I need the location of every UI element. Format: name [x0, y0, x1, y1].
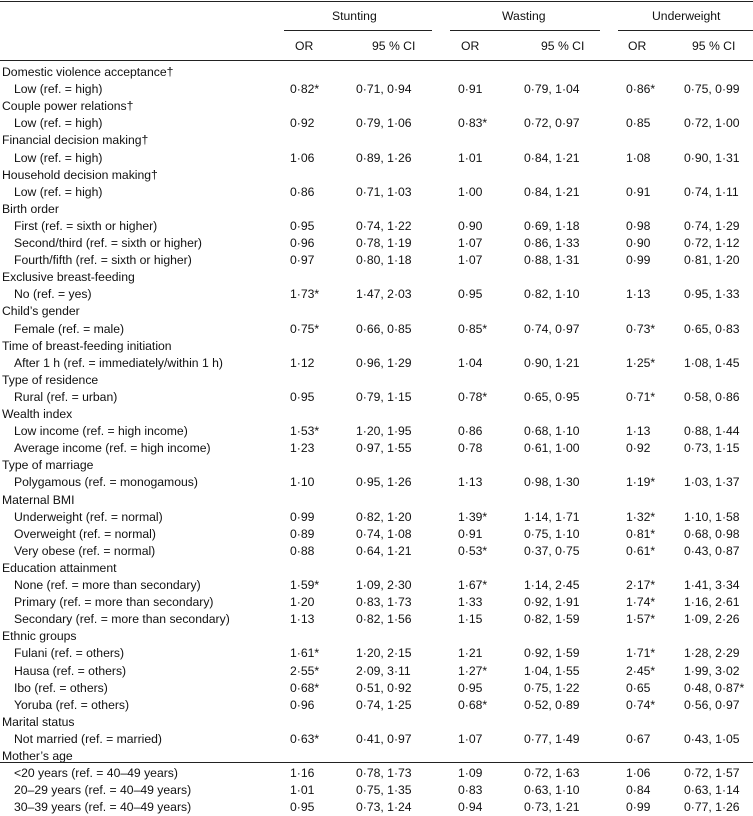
or-value: 0·78*	[458, 389, 488, 404]
or-value: 1·71*	[626, 646, 656, 661]
or-value: 1·07	[458, 253, 483, 268]
or-value: 0·61*	[626, 543, 656, 558]
or-value: 1·53*	[290, 424, 320, 439]
table-row	[0, 423, 753, 440]
group-heading-row	[0, 714, 753, 731]
or-value: 1·74*	[626, 595, 656, 610]
or-value: 1·10	[290, 475, 315, 490]
row-label: After 1 h (ref. = immediately/within 1 h)	[14, 355, 223, 370]
or-value: 1·08	[626, 150, 651, 165]
or-value: 1·33	[458, 595, 483, 610]
or-value: 1·00	[458, 184, 483, 199]
ci-value: 1·14, 2·45	[524, 578, 580, 592]
or-value: 0·95	[458, 680, 483, 695]
table-row	[0, 765, 753, 782]
ci-value: 0·72, 1·00	[684, 116, 740, 131]
row-label: Low (ref. = high)	[14, 150, 103, 165]
table-row	[0, 799, 753, 816]
header-ci-stunting: 95 % CI	[372, 39, 416, 53]
or-value: 1·07	[458, 236, 483, 250]
or-value: 1·73*	[290, 287, 320, 302]
row-label: Yoruba (ref. = others)	[14, 697, 130, 712]
or-value: 0·83*	[458, 116, 488, 131]
ci-value: 0·79, 1·06	[356, 116, 412, 131]
ci-value: 0·43, 0·87	[684, 543, 740, 558]
row-label: Average income (ref. = high income)	[14, 441, 211, 456]
header-stunting: Stunting	[332, 9, 377, 23]
ci-value: 1·16, 2·61	[684, 595, 740, 610]
ci-value: 0·41, 0·97	[356, 731, 412, 746]
group-heading-row	[0, 201, 753, 218]
table-row	[0, 474, 753, 491]
group-heading-row	[0, 64, 753, 81]
header-or-underweight: OR	[628, 39, 647, 53]
group-label: Household decision making†	[2, 167, 158, 182]
ci-value: 0·43, 1·05	[684, 731, 740, 746]
group-label: Domestic violence acceptance†	[2, 65, 174, 79]
or-value: 0·99	[626, 800, 651, 815]
table-row	[0, 252, 753, 269]
row-label: Low (ref. = high)	[14, 116, 103, 131]
group-heading-row	[0, 406, 753, 423]
group-heading-row	[0, 457, 753, 474]
ci-value: 1·09, 2·30	[356, 578, 412, 592]
table-row	[0, 218, 753, 235]
row-label: No (ref. = yes)	[14, 287, 92, 302]
ci-value: 0·84, 1·21	[524, 184, 580, 199]
ci-value: 0·77, 1·49	[524, 731, 580, 746]
ci-value: 0·75, 1·10	[524, 526, 580, 541]
ci-value: 0·88, 1·31	[524, 253, 580, 268]
table-row	[0, 697, 753, 714]
group-label: Ethnic groups	[2, 629, 77, 644]
row-label: Ibo (ref. = others)	[14, 680, 108, 695]
table-row	[0, 81, 753, 98]
or-value: 0·98	[626, 218, 651, 233]
or-value: 1·39*	[458, 509, 488, 524]
group-heading-row	[0, 303, 753, 320]
group-label: Birth order	[2, 201, 59, 216]
or-value: 0·90	[626, 236, 651, 250]
or-value: 1·12	[290, 355, 315, 370]
row-label: Not married (ref. = married)	[14, 731, 162, 746]
group-label: Couple power relations†	[2, 99, 134, 114]
ci-value: 0·72, 1·57	[684, 766, 740, 781]
or-value: 0·74*	[626, 697, 656, 712]
group-label: Financial decision making†	[2, 133, 149, 148]
header-or-wasting: OR	[461, 39, 480, 53]
or-value: 0·68*	[290, 680, 320, 695]
ci-value: 1·99, 3·02	[684, 663, 740, 678]
ci-value: 0·48, 0·87*	[684, 680, 745, 695]
or-value: 1·27*	[458, 663, 488, 678]
or-value: 0·71*	[626, 389, 656, 404]
row-label: 20–29 years (ref. = 40–49 years)	[14, 783, 192, 798]
or-value: 0·68*	[458, 697, 488, 712]
or-value: 0·92	[626, 441, 651, 456]
ci-value: 1·14, 1·71	[524, 509, 580, 524]
group-heading-row	[0, 167, 753, 184]
header-ci-wasting: 95 % CI	[541, 39, 585, 53]
ci-value: 0·63, 1·14	[684, 783, 740, 798]
or-value: 1·13	[626, 287, 651, 302]
table-row	[0, 526, 753, 543]
group-heading-row	[0, 132, 753, 149]
group-heading-row	[0, 492, 753, 509]
row-label: Underweight (ref. = normal)	[14, 509, 163, 524]
table-bottom-rule	[0, 762, 753, 763]
ci-value: 0·82, 1·59	[524, 612, 580, 627]
group-label: Maternal BMI	[2, 492, 75, 507]
row-label: Fulani (ref. = others)	[14, 646, 125, 661]
group-heading-row	[0, 269, 753, 286]
or-value: 1·13	[458, 475, 483, 490]
ci-value: 0·88, 1·44	[684, 424, 740, 439]
row-label: Low (ref. = high)	[14, 184, 103, 199]
group-heading-row	[0, 372, 753, 389]
row-label: Hausa (ref. = others)	[14, 663, 127, 678]
group-label: Education attainment	[2, 560, 117, 575]
row-label: Low income (ref. = high income)	[14, 424, 188, 439]
or-value: 0·97	[290, 253, 315, 268]
or-value: 1·57*	[626, 612, 656, 627]
ci-value: 1·20, 1·95	[356, 424, 412, 439]
or-value: 0·91	[458, 526, 483, 541]
table-row	[0, 680, 753, 697]
or-value: 0·75*	[290, 321, 320, 336]
or-value: 0·95	[458, 287, 483, 302]
row-label: Polygamous (ref. = monogamous)	[14, 475, 198, 490]
ci-value: 1·04, 1·55	[524, 663, 580, 678]
table-row	[0, 663, 753, 680]
header-wasting: Wasting	[502, 9, 546, 23]
ci-value: 0·74, 1·08	[356, 526, 412, 541]
ci-value: 0·64, 1·21	[356, 543, 412, 558]
table-row	[0, 645, 753, 662]
stunting-span-rule	[284, 30, 432, 31]
ci-value: 0·37, 0·75	[524, 543, 580, 558]
ci-value: 0·95, 1·26	[356, 475, 412, 490]
ci-value: 0·58, 0·86	[684, 389, 740, 404]
ci-value: 1·47, 2·03	[356, 287, 412, 302]
or-value: 0·83	[458, 783, 483, 798]
or-value: 0·85*	[458, 321, 488, 336]
ci-value: 0·71, 1·03	[356, 184, 412, 199]
ci-value: 0·75, 0·99	[684, 82, 740, 97]
ci-value: 1·10, 1·58	[684, 509, 740, 524]
group-label: Time of breast-feeding initiation	[2, 338, 172, 353]
ci-value: 0·78, 1·19	[356, 236, 412, 250]
ci-value: 0·78, 1·73	[356, 766, 412, 781]
ci-value: 0·56, 0·97	[684, 697, 740, 712]
group-label: Mother’s age	[2, 749, 73, 763]
ci-value: 2·09, 3·11	[356, 663, 411, 678]
or-value: 0·53*	[458, 543, 488, 558]
ci-value: 1·28, 2·29	[684, 646, 740, 661]
header-underweight: Underweight	[652, 9, 721, 23]
ci-value: 0·84, 1·21	[524, 150, 580, 165]
table-row	[0, 389, 753, 406]
ci-value: 0·68, 0·98	[684, 526, 740, 541]
or-value: 2·17*	[626, 578, 656, 592]
group-label: Type of residence	[2, 372, 99, 387]
ci-value: 0·69, 1·18	[524, 218, 580, 233]
ci-value: 0·71, 0·94	[356, 82, 412, 97]
ci-value: 0·72, 0·97	[524, 116, 580, 131]
group-label: Wealth index	[2, 407, 73, 421]
row-label: Female (ref. = male)	[14, 321, 125, 336]
or-value: 1·61*	[290, 646, 320, 661]
or-value: 0·85	[626, 116, 651, 131]
or-value: 0·67	[626, 731, 651, 746]
header-ci-underweight: 95 % CI	[692, 39, 736, 53]
ci-value: 0·90, 1·31	[684, 150, 740, 165]
ci-value: 1·03, 1·37	[684, 475, 740, 490]
or-value: 0·65	[626, 680, 651, 695]
row-label: <20 years (ref. = 40–49 years)	[14, 766, 178, 781]
ci-value: 0·83, 1·73	[356, 595, 412, 610]
row-label: Fourth/fifth (ref. = sixth or higher)	[14, 253, 192, 268]
or-value: 1·67*	[458, 578, 488, 592]
or-value: 1·20	[290, 595, 315, 610]
ci-value: 0·51, 0·92	[356, 680, 412, 695]
or-value: 0·86*	[626, 82, 656, 97]
group-heading-row	[0, 98, 753, 115]
table-row	[0, 782, 753, 799]
table-row	[0, 731, 753, 748]
ci-value: 0·74, 0·97	[524, 321, 580, 336]
or-value: 1·06	[290, 150, 315, 165]
ci-value: 1·41, 3·34	[684, 578, 740, 592]
ci-value: 0·82, 1·20	[356, 509, 412, 524]
or-value: 1·13	[290, 612, 315, 627]
table-row	[0, 509, 753, 526]
or-value: 0·86	[290, 184, 315, 199]
or-value: 0·86	[458, 424, 483, 439]
ci-value: 0·95, 1·33	[684, 287, 740, 302]
ci-value: 0·92, 1·59	[524, 646, 580, 661]
or-value: 1·13	[626, 424, 651, 439]
row-label: Secondary (ref. = more than secondary)	[14, 612, 230, 627]
header-bottom-rule	[0, 60, 753, 61]
or-value: 0·91	[626, 184, 651, 199]
ci-value: 0·96, 1·29	[356, 355, 412, 370]
ci-value: 0·72, 1·12	[684, 236, 740, 250]
or-value: 1·06	[626, 766, 651, 781]
group-label: Exclusive breast-feeding	[2, 270, 135, 285]
table-row	[0, 184, 753, 201]
wasting-span-rule	[450, 30, 600, 31]
or-value: 0·95	[290, 389, 315, 404]
ci-value: 0·79, 1·15	[356, 389, 412, 404]
ci-value: 0·92, 1·91	[524, 595, 580, 610]
group-heading-row	[0, 628, 753, 645]
ci-value: 0·79, 1·04	[524, 82, 580, 97]
or-value: 1·15	[458, 612, 483, 627]
or-value: 1·01	[290, 783, 315, 798]
group-label: Marital status	[2, 714, 75, 729]
or-value: 0·95	[290, 800, 315, 815]
ci-value: 0·75, 1·35	[356, 783, 412, 798]
table-row	[0, 286, 753, 303]
table-row	[0, 355, 753, 372]
ci-value: 0·73, 1·24	[356, 800, 412, 815]
ci-value: 0·63, 1·10	[524, 783, 580, 798]
table-row	[0, 115, 753, 132]
or-value: 0·94	[458, 800, 483, 815]
or-value: 0·96	[290, 236, 315, 250]
ci-value: 0·74, 1·11	[684, 184, 739, 199]
table-row	[0, 235, 753, 252]
table-row	[0, 440, 753, 457]
ci-value: 0·74, 1·29	[684, 218, 740, 233]
ci-value: 0·80, 1·18	[356, 253, 412, 268]
ci-value: 1·08, 1·45	[684, 355, 740, 370]
or-value: 1·59*	[290, 578, 320, 592]
ci-value: 0·86, 1·33	[524, 236, 580, 250]
row-label: Rural (ref. = urban)	[14, 389, 118, 404]
row-label: 30–39 years (ref. = 40–49 years)	[14, 800, 192, 815]
group-label: Child’s gender	[2, 304, 80, 319]
ci-value: 0·74, 1·25	[356, 697, 412, 712]
or-value: 1·21	[458, 646, 483, 661]
ci-value: 0·77, 1·26	[684, 800, 740, 815]
ci-value: 0·75, 1·22	[524, 680, 580, 695]
or-value: 1·32*	[626, 509, 656, 524]
ci-value: 0·68, 1·10	[524, 424, 580, 439]
ci-value: 0·65, 0·95	[524, 389, 580, 404]
ci-value: 1·20, 2·15	[356, 646, 412, 661]
group-heading-row	[0, 338, 753, 355]
or-value: 0·88	[290, 543, 315, 558]
underweight-span-rule	[618, 30, 753, 31]
or-value: 0·63*	[290, 731, 320, 746]
row-label: Low (ref. = high)	[14, 82, 103, 97]
table-top-rule	[0, 1, 753, 2]
table-row	[0, 577, 753, 594]
ci-value: 0·52, 0·89	[524, 697, 580, 712]
ci-value: 0·74, 1·22	[356, 218, 412, 233]
table-row	[0, 611, 753, 628]
row-label: Second/third (ref. = sixth or higher)	[14, 236, 202, 250]
or-value: 0·78	[458, 441, 483, 456]
header-or-stunting: OR	[295, 39, 314, 53]
or-value: 2·45*	[626, 663, 656, 678]
ci-value: 0·72, 1·63	[524, 766, 580, 781]
ci-value: 1·09, 2·26	[684, 612, 740, 627]
or-value: 1·04	[458, 355, 483, 370]
table-row	[0, 321, 753, 338]
or-value: 0·89	[290, 526, 315, 541]
ci-value: 0·81, 1·20	[684, 253, 740, 268]
table-row	[0, 594, 753, 611]
ci-value: 0·61, 1·00	[524, 441, 580, 456]
or-value: 1·19*	[626, 475, 656, 490]
row-label: Primary (ref. = more than secondary)	[14, 595, 214, 610]
or-value: 0·82*	[290, 82, 320, 97]
group-label: Type of marriage	[2, 458, 94, 473]
or-value: 1·07	[458, 731, 483, 746]
ci-value: 0·82, 1·56	[356, 612, 412, 627]
ci-value: 0·89, 1·26	[356, 150, 412, 165]
ci-value: 0·73, 1·15	[684, 441, 740, 456]
ci-value: 0·66, 0·85	[356, 321, 412, 336]
or-value: 0·73*	[626, 321, 656, 336]
or-value: 1·23	[290, 441, 315, 456]
table-row	[0, 150, 753, 167]
ci-value: 0·98, 1·30	[524, 475, 580, 490]
or-value: 0·92	[290, 116, 315, 131]
or-value: 0·90	[458, 218, 483, 233]
or-value: 0·91	[458, 82, 483, 97]
or-value: 0·81*	[626, 526, 656, 541]
row-label: None (ref. = more than secondary)	[14, 578, 201, 592]
ci-value: 0·65, 0·83	[684, 321, 740, 336]
or-value: 0·95	[290, 218, 315, 233]
ci-value: 0·97, 1·55	[356, 441, 412, 456]
or-value: 1·09	[458, 766, 483, 781]
or-value: 0·84	[626, 783, 651, 798]
row-label: First (ref. = sixth or higher)	[14, 218, 158, 233]
or-value: 1·25*	[626, 355, 656, 370]
or-value: 0·96	[290, 697, 315, 712]
or-value: 1·16	[290, 766, 315, 781]
ci-value: 0·73, 1·21	[524, 800, 580, 815]
table-row	[0, 543, 753, 560]
ci-value: 0·90, 1·21	[524, 355, 580, 370]
or-value: 0·99	[290, 509, 315, 524]
row-label: Very obese (ref. = normal)	[14, 543, 156, 558]
or-value: 2·55*	[290, 663, 320, 678]
row-label: Overweight (ref. = normal)	[14, 526, 156, 541]
or-value: 0·99	[626, 253, 651, 268]
group-heading-row	[0, 560, 753, 577]
ci-value: 0·82, 1·10	[524, 287, 580, 302]
or-value: 1·01	[458, 150, 483, 165]
